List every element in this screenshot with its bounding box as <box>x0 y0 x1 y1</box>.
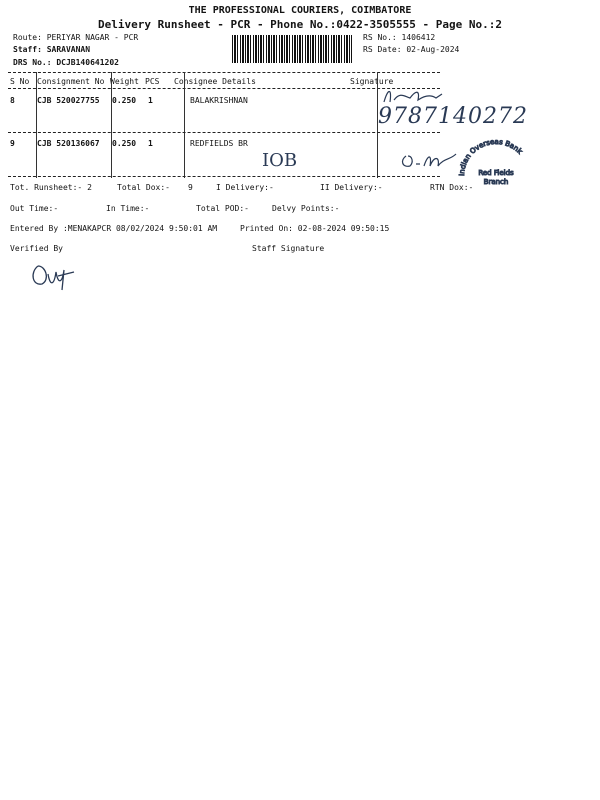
divider <box>8 132 440 133</box>
col-signature: Signature <box>350 77 394 86</box>
staff-signature-label: Staff Signature <box>252 244 325 253</box>
in-time: In Time:- <box>106 204 150 213</box>
entered-by: Entered By :MENAKAPCR 08/02/2024 9:50:01 AM <box>10 224 218 233</box>
column-rule <box>184 72 185 178</box>
row-weight: 0.250 <box>112 96 137 105</box>
column-rule <box>36 72 37 178</box>
rtn-dox: RTN Dox:- <box>430 183 474 192</box>
row-consignment: CJB 520027755 <box>37 96 100 105</box>
divider <box>8 88 440 89</box>
barcode <box>232 35 352 63</box>
row-consignee: REDFIELDS BR <box>190 139 248 148</box>
delvy-points: Delvy Points:- <box>272 204 340 213</box>
col-weight: Weight <box>110 77 139 86</box>
divider <box>8 176 440 177</box>
handwritten-phone: 9787140272 <box>378 104 528 129</box>
handwritten-iob: IOB <box>262 150 298 171</box>
route-label: Route: PERIYAR NAGAR - PCR <box>13 33 139 42</box>
col-pcs: PCS <box>145 77 160 86</box>
drs-number: DRS No.: DCJB140641202 <box>13 58 119 67</box>
row-consignee: BALAKRISHNAN <box>190 96 248 105</box>
bank-stamp-icon <box>455 135 537 217</box>
i-delivery: I Delivery:- <box>216 183 274 192</box>
stamp-center-text: Red Fields <box>478 169 514 177</box>
col-sno: S No <box>10 77 30 86</box>
staff-label: Staff: SARAVANAN <box>13 45 91 54</box>
col-consignee: Consignee Details <box>174 77 256 86</box>
signature-scribble-icon <box>380 86 470 108</box>
col-consignment: Consignment No <box>37 77 105 86</box>
row-pcs: 1 <box>148 96 153 105</box>
ii-delivery: II Delivery:- <box>320 183 383 192</box>
row-weight: 0.250 <box>112 139 137 148</box>
stamp-arc-text: Indian Overseas Bank <box>457 137 524 177</box>
rs-date: RS Date: 02-Aug-2024 <box>363 45 460 54</box>
total-dox: Total Dox:- <box>117 183 170 192</box>
company-title: THE PROFESSIONAL COURIERS, COIMBATORE <box>188 5 412 16</box>
runsheet-title: Delivery Runsheet - PCR - Phone No.:0422-3505555 - Page No.:2 <box>98 18 502 31</box>
stamp-center-text: Branch <box>483 178 509 186</box>
total-dox-value: 9 <box>188 183 193 192</box>
row-sno: 8 <box>10 96 15 105</box>
printed-on: Printed On: 02-08-2024 09:50:15 <box>240 224 390 233</box>
row-sno: 9 <box>10 139 15 148</box>
initials-signature-icon <box>28 256 84 296</box>
verified-by-label: Verified By <box>10 244 63 253</box>
row-consignment: CJB 520136067 <box>37 139 100 148</box>
rs-number: RS No.: 1406412 <box>363 33 436 42</box>
total-pod: Total POD:- <box>196 204 249 213</box>
out-time: Out Time:- <box>10 204 59 213</box>
total-runsheet: Tot. Runsheet:- 2 <box>10 183 92 192</box>
column-rule <box>111 72 112 178</box>
row-pcs: 1 <box>148 139 153 148</box>
divider <box>8 72 440 73</box>
